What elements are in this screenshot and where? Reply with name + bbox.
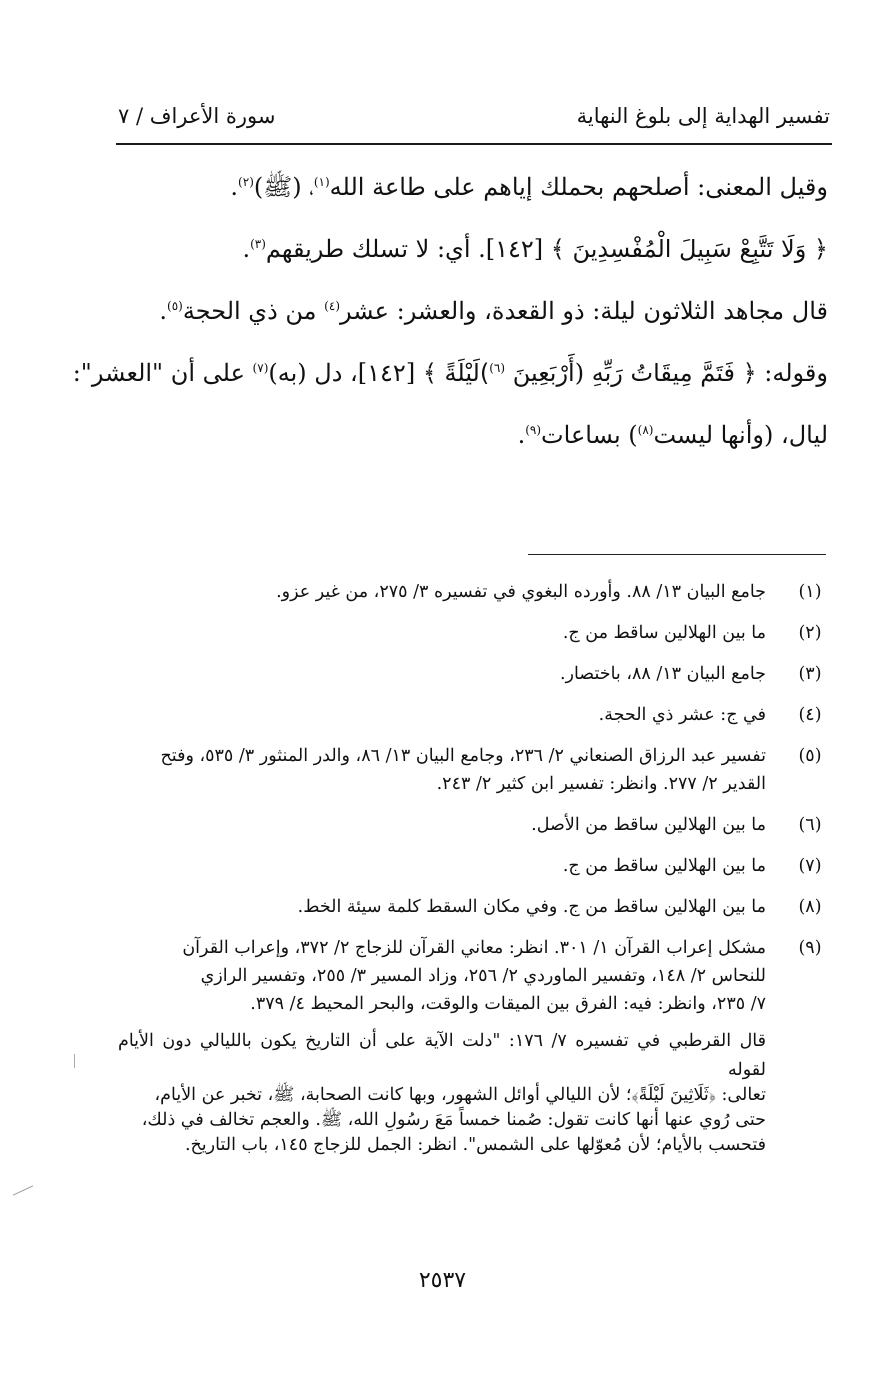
footnote-text: ما بين الهلالين ساقط من الأصل. [531, 815, 766, 835]
footnote-number: (٨) [798, 897, 822, 917]
footnote-ref: (٩) [525, 423, 542, 437]
body-text-run: . [159, 297, 168, 325]
body-text-run: ليال، (وأنها ليست [653, 421, 828, 449]
footnote [118, 742, 830, 798]
footnote-ref: (٣) [250, 237, 266, 251]
footnote-ref: (٦) [489, 361, 506, 375]
footnote [118, 893, 830, 921]
body-text-run: [١٤٢]. أي: لا تسلك طريقهم [265, 235, 551, 263]
footnote-number: (٥) [798, 746, 822, 766]
body-text-run: قال مجاهد الثلاثون ليلة: ذو القعدة، والعشر: عشر [340, 297, 828, 325]
body-text-run: ، (ﷺ) [253, 173, 314, 201]
footnote [118, 934, 830, 1018]
body-text-run: ) بساعات [541, 421, 638, 449]
body-text-run: وقيل المعنى: أصلحهم بحملك إياهم على طاعة الله [329, 173, 828, 201]
footnote-number: (١) [798, 582, 822, 602]
running-header [118, 104, 830, 134]
body-text-run: [١٤٢]، دل (به) [268, 359, 423, 387]
body-text-run: على أن "العشر": [72, 359, 253, 387]
body-paragraph [118, 232, 828, 294]
footnote-number: (٧) [798, 856, 822, 876]
footnote [118, 578, 830, 606]
footnote-text: القدير ٢/ ٢٧٧. وانظر: تفسير ابن كثير ٢/ ٢٤٣. [436, 774, 766, 794]
footnote-ref: (٧) [252, 361, 269, 375]
body-paragraph [72, 356, 828, 418]
footnote-number: (٢) [798, 623, 822, 643]
quran-verse: ﴿ وَلَا تَتَّبِعْ سَبِيلَ الْمُفْسِدِينَ ﴾ [550, 235, 828, 263]
footnote-number: (٩) [798, 938, 822, 958]
footnote-ref: (٢) [238, 175, 254, 189]
body-paragraph [118, 170, 828, 232]
footnote [118, 660, 830, 688]
surah-label: سورة الأعراف / ٧ [118, 104, 276, 128]
footnote-number: (٤) [798, 705, 822, 725]
body-text-run: . [230, 173, 239, 201]
footnote-ref: (٤) [324, 299, 340, 313]
body-text-run: . [517, 421, 526, 449]
footnote-text: مشكل إعراب القرآن ١/ ٣٠١. انظر: معاني القرآن للزجاج ٢/ ٣٧٢، وإعراب القرآن [182, 938, 766, 958]
footnote-text: تفسير عبد الرزاق الصنعاني ٢/ ٢٣٦، وجامع البيان ١٣/ ٨٦، والدر المنثور ٣/ ٥٣٥، وفتح [160, 746, 766, 766]
footnote-continuation: فتحسب بالأيام؛ لأن مُعوّلها على الشمس". انظر: الجمل للزجاج ١٤٥، باب التاريخ. [184, 1135, 766, 1155]
footnote-text: ما بين الهلالين ساقط من ج. [562, 856, 766, 876]
footnotes [118, 578, 830, 1160]
main-text [72, 170, 828, 471]
footnote-number: (٣) [798, 664, 822, 684]
footnote-ref: (٥) [167, 299, 183, 313]
footnote-continuation: حتى رُوي عنها أنها كانت تقول: صُمنا خمساً مَعَ رسُولِ الله، ﷺ. والعجم تخالف في ذلك، [141, 1110, 766, 1130]
footnote-number: (٦) [798, 815, 822, 835]
body-text-run: (أَرْبَعِينَ [505, 359, 592, 387]
scan-mark [74, 1054, 75, 1068]
footnote-text: ٧/ ٢٣٥، وانظر: فيه: الفرق بين الميقات والوقت، والبحر المحيط ٤/ ٣٧٩. [250, 994, 766, 1014]
body-text-run: من ذي الحجة [182, 297, 325, 325]
footnote-text: ما بين الهلالين ساقط من ج. وفي مكان السقط كلمة سيئة الخط. [297, 897, 766, 917]
footnote [118, 701, 830, 729]
body-paragraph [118, 418, 828, 471]
footnote-text: ما بين الهلالين ساقط من ج. [562, 623, 766, 643]
header-rule [116, 143, 832, 145]
footnote-text: جامع البيان ١٣/ ٨٨. وأورده البغوي في تفسيره ٣/ ٢٧٥، من غير عزو. [276, 582, 766, 602]
footnote [118, 852, 830, 880]
footnote [118, 811, 830, 839]
quran-verse: ﴿ فَتَمَّ مِيقَاتُ رَبِّهِ [591, 359, 757, 387]
footnote-text: للنحاس ٢/ ١٤٨، وتفسير الماوردي ٢/ ٢٥٦، وزاد المسير ٣/ ٢٥٥، وتفسير الرازي [200, 966, 766, 986]
book-title: تفسير الهداية إلى بلوغ النهاية [576, 104, 830, 128]
body-text-run: وقوله: [756, 359, 828, 387]
footnote-ref: (٨) [637, 423, 654, 437]
footnote-continuation: قال القرطبي في تفسيره ٧/ ١٧٦: "دلت الآية على أن التاريخ يكون بالليالي دون الأيام لقوله [118, 1031, 766, 1080]
body-paragraph [118, 294, 828, 356]
footnote-continuation: تعالى: ﴿ثَلَاثِينَ لَيْلَةً﴾؛ لأن الليالي أوائل الشهور، وبها كانت الصحابة، ﷺ، تخبر عن الأيام، [154, 1085, 766, 1105]
page-number: ٢٥٣٧ [418, 1268, 467, 1293]
quran-verse: )لَيْلَةً ﴾ [422, 359, 490, 387]
scan-mark [13, 1185, 33, 1195]
footnote [118, 619, 830, 647]
footnote-text: في ج: عشر ذي الحجة. [598, 705, 766, 725]
footnote-separator [528, 554, 826, 555]
footnote-ref: (١) [313, 175, 330, 189]
body-text-run: . [242, 235, 251, 263]
footnote-text: جامع البيان ١٣/ ٨٨، باختصار. [559, 664, 766, 684]
